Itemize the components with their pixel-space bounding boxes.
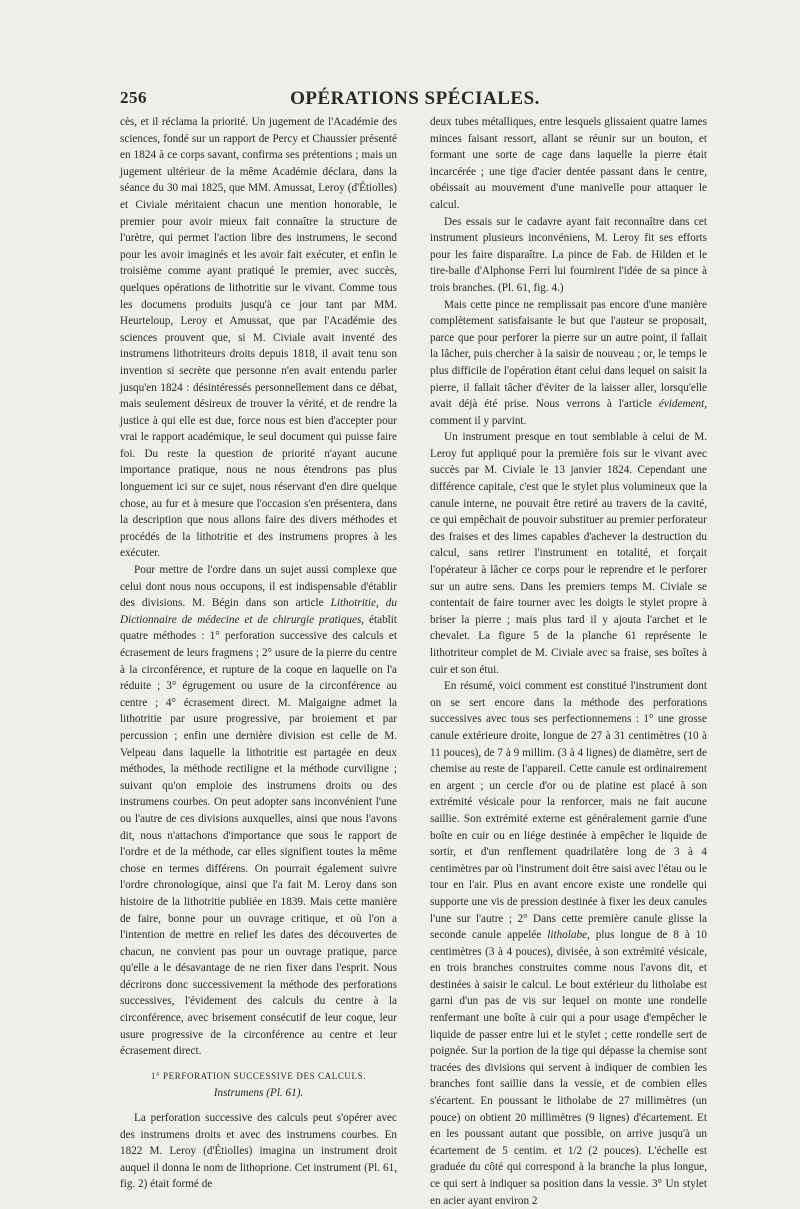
paragraph: Des essais sur le cadavre ayant fait reconnaître dans cet instrument plusieurs inconvéniens, M. Leroy fit ses efforts pour les faire disparaître. La pince de Fab. de Hilden et le tire-balle d'Alphonse Ferri lui fournirent l'idée de sa pince à trois branches. (Pl. 61, fig. 4.) [430,215,707,294]
paragraph: La perforation successive des calculs peut s'opérer avec des instrumens droits et avec des instrumens courbes. En 1822 M. Leroy (d'Étiolles) imagina un instrument droit auquel il donna le nom de lithoprione. Cet instrument (Pl. 61, fig. 2) était formé de [120,1112,397,1191]
page-number: 256 [120,88,147,107]
emphasis-text: Lithotritie, du Dictionnaire de médecine et de chirurgie pratiques, [120,597,397,626]
text-run: plus longue de 8 à 10 centimètres (3 à 4 pouces), divisée, à son extrémité vésicale, en trois branches construites comme nous l'avons dit, et destinées à saisir le calcul. Le bout extérieur du litholabe est garni d'un pas de vis sur lequel on monte une rondelle renfermant une boîte à cuir qui a pour usage d'empêcher le liquide de passer entre lui et le stylet ; cette rondelle sert de poignée. Sur la portion de la tige qui dépasse la chemise sont tracées des divisions qui servent à indiquer de combien les branches font saillie dans la vessie, et de combien elles s'écartent. En poussant le litholabe de 27 millimètres (un pouce) on obtient 20 millimètres (9 lignes) d'écartement. Et en les poussant autant que possible, on arrive jusqu'à un écartement de 5 centim. et 1/2 (2 pouces). L'échelle est graduée du côté qui correspond à la branche la plus longue, ce qui sert à indiquer sa position dans la vessie. 3° Un stylet en acier ayant environ 2 [430,929,707,1207]
paragraph: cès, et il réclama la priorité. Un jugement de l'Académie des sciences, fondé sur un rapport de Percy et Chaussier présenté en 1824 à ce corps savant, confirma ses prétentions ; mais un jugement ultérieur de la même Académie déclara, dans la séance du 30 mai 1825, que MM. Amussat, Leroy (d'Étiolles) et Civiale méritaient chacun une mention honorable, le premier pour avoir mieux fait connaître la structure de l'urètre, qui permet l'action libre des instrumens, le second pour les avoir imaginés et les avoir fait exécuter, et enfin le troisième comme ayant pratiqué le premier, avec succès, quelques opérations de lithotritie sur le vivant. Comme tous les documens produits jusqu'à ce jour tant par MM. Heurteloup, Leroy et Amussat, que par l'Académie des sciences prouvent que, si M. Civiale avait inventé des instrumens lithotriteurs droits depuis 1818, il avait tenu son invention si secrète que personne n'en avait entendu parler jusqu'en 1824 : désintéressés personnellement dans ce débat, mais seulement désireux de trouver la vérité, et de rendre la justice à qui elle est due, force nous est bien d'accepter pour vrai le rapport académique, le seul document qui puisse faire foi. Du reste la question de priorité n'ayant aucune importance pratique, nous ne nous étendrons pas plus longuement ici sur ce sujet, nous réservant d'en dire quelque chose, au fur et à mesure que l'occasion s'en présentera, dans la description que nous allons faire des divers méthodes et procédés de la lithotritie et des instrumens propres à les exécuter. [120,116,397,560]
section-subheading: Instrumens (Pl. 61). [213,1087,304,1100]
running-title: OPÉRATIONS SPÉCIALES. [290,88,540,109]
paragraph [430,297,707,430]
text-run: Pour mettre de l'ordre dans un sujet aussi complexe que celui dont nous nous occupons, il est indispensable d'établir des divisions. M. Bégin dans son article [120,564,397,610]
emphasis-text: litholabe, [547,929,590,942]
paragraph: Un instrument presque en tout semblable à celui de M. Leroy fut appliqué pour la première fois sur le vivant avec succès par M. Civiale le 13 janvier 1824. Cependant une différence capitale, c'est que le stylet plus volumineux que la canule interne, ne pouvait être retiré au travers de la cavité, ce qui empêchait de pouvoir substituer au premier perforateur des fraises et des limes capables d'achever la destruction du calcul, sans retirer l'instrument en totalité, et forçait l'opérateur à lâcher ce corps pour le reprendre et le perforer sur un autre sens. Dans les premiers temps M. Civiale se contentait de faire tourner avec les doigts le stylet propre à briser la pierre ; mais plus tard il y ajouta l'archet et le chevalet. La figure 5 de la planche 61 représente le lithotriteur complet de M. Civiale avec sa fraise, ses boîtes à cuir et son étui. [430,431,707,676]
emphasis-text: évidement, [658,398,707,411]
text-run: Mais cette pince ne remplissait pas encore d'une manière complètement satisfaisante le but que l'auteur se proposait, parce que pour perforer la pierre sur un autre point, il fallait la lâcher, puis chercher à la saisir de nouveau ; or, le temps le plus difficile de l'opération étant celui dans lequel on saisit la pierre, il fallait tâcher d'éviter de la laisser aller, lorsqu'elle avait déjà été prise. Nous verrons à l'article [430,298,707,411]
text-run: comment il y parvint. [430,414,527,427]
paragraph: deux tubes métalliques, entre lesquels glissaient quatre lames minces faisant ressort, allant se réunir sur un bouton, et formant une sorte de cage dans laquelle la pierre était incarcérée ; une tige d'acier dentée passant dans le centre, obéissait au mouvement d'une manivelle pour attaquer le calcul. [430,116,707,211]
text-run: établit quatre méthodes : 1° perforation successive des calculs et écrasement de leurs fragmens ; 2° usure de la pierre du centre à la circonférence, et rupture de la coque en laquelle on l'a réduite ; 3° égrugement ou usure de la circonférence au centre ; 4° écrasement direct. M. Malgaigne admet la lithotritie par usure progressive, par broiement et par percussion ; enfin une dernière division est celle de M. Velpeau dans laquelle la lithotritie est partagée en deux méthodes, la méthode rectiligne et la méthode curviligne ; suivant qu'on emploie des instrumens droits ou des instrumens courbes. On peut adopter sans inconvénient l'une ou l'autre de ces divisions auxquelles, ainsi que nous l'avons dit, nous n'attachons d'importance que sous le rapport de l'ordre et de la méthode, car elles signifient toutes la même chose en termes différens. On pourrait également suivre l'ordre chronologique, ainsi que l'a fait M. Leroy dans son histoire de la lithotritie publiée en 1839. Mais cette manière de faire, bonne pour un ouvrage critique, et où l'on a l'intention de mettre en relief les dates des découvertes de chacun, ne convient pas pour un ouvrage pratique, parce qu'elle a le désavantage de ne rien fixer dans l'esprit. Nous décrirons donc successivement la méthode des perforations successives, l'évidement des calculs du centre à la circonférence, avec brisement consécutif de leur coque, leur usure progressive de la circonférence au centre et leur écrasement direct. [120,613,397,1058]
text-run: En résumé, voici comment est constitué l'instrument dont on se sert encore dans la méthode des perforations successives avec tous ses perfectionnemens : 1° une grosse canule extérieure droite, longue de 27 à 31 centimètres (10 à 11 pouces), de 7 à 9 millim. (3 à 4 lignes) de diamètre, sert de chemise au reste de l'appareil. Cette canule est ordinairement en argent ; un cercle d'or ou de platine est placé à son extrémité vésicale pour la renforcer, mais ne fait aucune saillie. Son extrémité externe est généralement garnie d'une boîte en cuir ou en liége destinée à empêcher le liquide de sortir, et d'un renflement quadrilatère long de 3 à 4 centimètres par où l'instrument doit être saisi avec l'étau ou le tour en l'air. Plus en avant encore existe une rondelle qui supporte une vis de pression destinée à fixer les deux canules l'une sur l'autre ; 2° Dans cette première canule glisse la seconde canule appelée [430,680,707,942]
left-column [120,114,397,1191]
right-column [430,114,707,1207]
page-header [120,88,710,110]
paragraph [120,562,397,1060]
paragraph [430,678,707,1209]
section-heading: 1° PERFORATION SUCCESSIVE DES CALCULS. [150,1070,367,1081]
